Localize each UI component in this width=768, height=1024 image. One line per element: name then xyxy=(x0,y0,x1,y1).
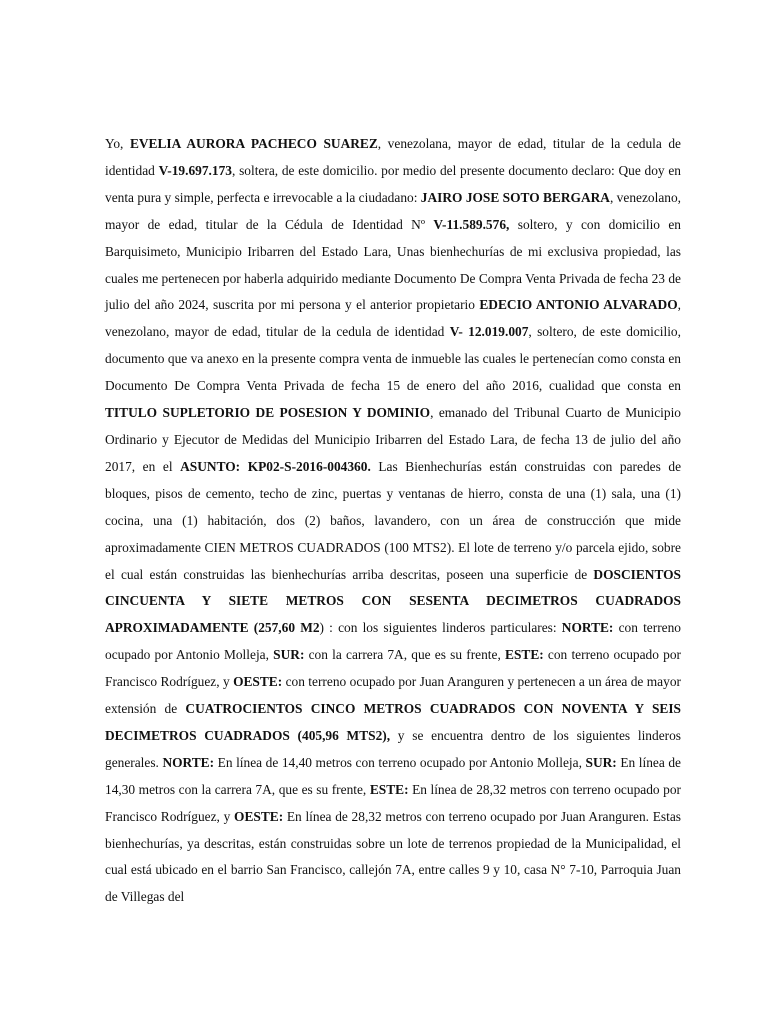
bold-text-run: EDECIO ANTONIO ALVARADO xyxy=(479,297,678,313)
text-run: , emanado del Tribunal Cuarto de Municipio Ordinario y Ejecutor de Medidas del Municipio Iribarren del Estado Lara, de fecha 13 de julio del año 2017, en el xyxy=(105,405,681,474)
bold-text-run: OESTE: xyxy=(233,674,283,690)
text-run: ) : con los siguientes linderos particulares: xyxy=(319,620,562,636)
bold-text-run: ESTE: xyxy=(505,647,544,663)
text-run: En línea de 28,32 metros con terreno ocupado por Juan Aranguren. Estas bienhechurías, ya descritas, están construidas sobre un lote de terrenos propiedad de la Municipalidad, el cual está ubicado en el barrio San Francisco, callejón 7A, entre calles 9 y 10, casa N° 7-10, Parroquia Juan de Villegas del xyxy=(105,808,681,905)
text-run: , soltero, de este domicilio, documento que va anexo en la presente compra venta de inmueble las cuales le pertenecían como consta en Documento De Compra Venta Privada de fecha 15 de enero del año 2016, cualidad que consta en xyxy=(105,324,681,394)
bold-text-run: NORTE: xyxy=(561,620,614,636)
bold-text-run: TITULO SUPLETORIO DE POSESION Y DOMINIO xyxy=(105,405,431,421)
bold-text-run: ASUNTO: KP02-S-2016-004360. xyxy=(180,458,371,474)
text-run: y se encuentra dentro de los siguientes linderos generales. xyxy=(105,727,681,770)
text-run: En línea de 28,32 metros con terreno ocupado por Francisco Rodríguez, y xyxy=(105,781,681,824)
text-run: Las Bienhechurías están construidas con paredes de bloques, pisos de cemento, techo de zinc, puertas y ventanas de hierro, consta de una (1) sala, una (1) cocina, una (1) habitación, dos (2) baños, lavandero, con un área de construcción que mide aproximadamente CIEN METROS CUADRADOS (100 MTS2). El lote de terreno y/o parcela ejido, sobre el cual están construidas las bienhechurías arriba descritas, poseen una superficie de xyxy=(105,458,682,582)
text-run: soltero, y con domicilio en Barquisimeto, Municipio Iribarren del Estado Lara, Unas bienhechurías de mi exclusiva propiedad, las cuales me pertenecen por haberla adquirido mediante Documento De Compra Venta Privada de fecha 23 de julio del año 2024, suscrita por mi persona y el anterior propietario xyxy=(105,216,681,313)
text-run: , venezolano, mayor de edad, titular de la cedula de identidad xyxy=(105,297,682,340)
bold-text-run: SUR: xyxy=(585,754,617,770)
text-run: con la carrera 7A, que es su frente, xyxy=(304,647,506,663)
bold-text-run: OESTE: xyxy=(234,808,284,824)
bold-text-run: NORTE: xyxy=(162,754,215,770)
bold-text-run: DOSCIENTOS CINCUENTA Y SIETE METROS CON SESENTA DECIMETROS CUADRADOS APROXIMADAMENTE (257,60 M2 xyxy=(105,566,681,636)
text-run: , venezolana, mayor de edad, titular de la cedula de identidad xyxy=(105,136,681,178)
bold-text-run: V- 12.019.007 xyxy=(449,324,529,340)
text-run: En línea de 14,30 metros con la carrera 7A, que es su frente, xyxy=(105,754,681,797)
bold-text-run: V-19.697.173 xyxy=(158,162,232,178)
bold-text-run: ESTE: xyxy=(369,781,409,797)
text-run: Yo, xyxy=(105,136,130,151)
text-run: con terreno ocupado por Antonio Molleja, xyxy=(105,620,681,663)
bold-text-run: SUR: xyxy=(273,647,305,663)
text-run: , venezolano, mayor de edad, titular de la Cédula de Identidad Nº xyxy=(105,189,681,232)
bold-text-run: JAIRO JOSE SOTO BERGARA xyxy=(420,189,610,205)
text-run: con terreno ocupado por Francisco Rodríguez, y xyxy=(105,647,681,690)
text-run: con terreno ocupado por Juan Aranguren y pertenecen a un área de mayor extensión de xyxy=(105,674,681,717)
body-paragraph xyxy=(105,131,681,911)
bold-text-run: V-11.589.576, xyxy=(433,216,510,232)
bold-text-run: EVELIA AURORA PACHECO SUAREZ xyxy=(129,136,378,151)
text-run: , soltera, de este domicilio. por medio del presente documento declaro: Que doy en venta pura y simple, perfecta e irrevocable a la ciudadano: xyxy=(105,162,682,205)
text-run: En línea de 14,40 metros con terreno ocupado por Antonio Molleja, xyxy=(214,754,586,770)
bold-text-run: CUATROCIENTOS CINCO METROS CUADRADOS CON NOVENTA Y SEIS DECIMETROS CUADRADOS (405,96 MTS2), xyxy=(105,701,681,743)
